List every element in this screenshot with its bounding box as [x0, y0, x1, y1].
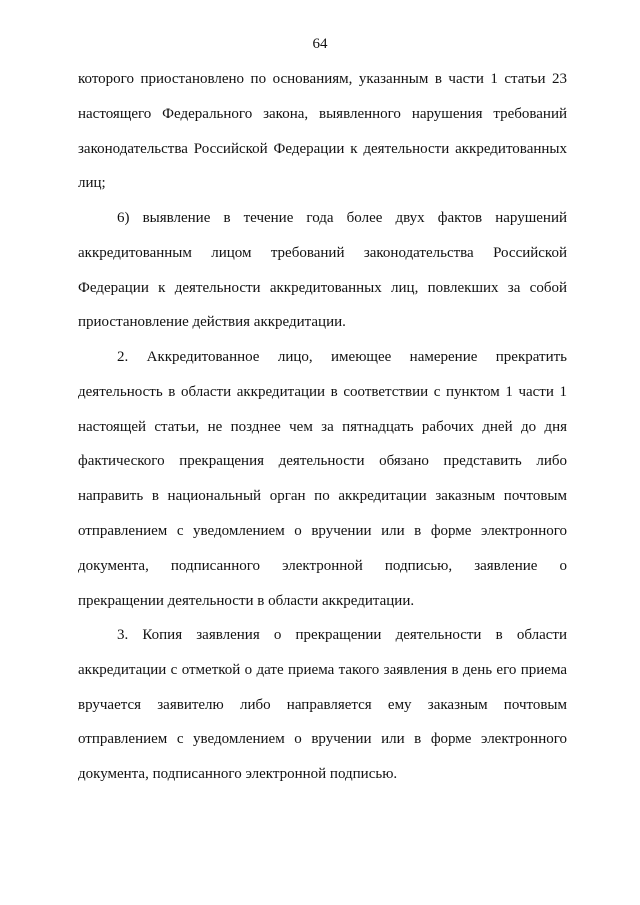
text-line: вручается заявителю либо направляется ему заказным почтовым [78, 696, 567, 713]
text-line: аккредитации с отметкой о дате приема такого заявления в день его приема [78, 661, 567, 678]
text-line: фактического прекращения деятельности обязано представить либо [78, 453, 567, 470]
text-line: документа, подписанного электронной подписью. [78, 766, 398, 783]
text-line: прекращении деятельности в области аккредитации. [78, 592, 415, 609]
text-line: аккредитованным лицом требований законодательства Российской [78, 244, 567, 261]
text-line: отправлением с уведомлением о вручении или в форме электронного [78, 731, 567, 748]
paragraph-item-6 [78, 201, 567, 340]
paragraph-clause-3 [78, 618, 567, 792]
text-line: 6) выявление в течение года более двух фактов нарушений [117, 210, 567, 226]
text-line: 3. Копия заявления о прекращении деятельности в области [117, 627, 567, 643]
text-line: отправлением с уведомлением о вручении или в форме электронного [78, 522, 567, 539]
text-line: настоящей статьи, не позднее чем за пятнадцать рабочих дней до дня [78, 418, 567, 435]
text-line: настоящего Федерального закона, выявленного нарушения требований [78, 105, 567, 122]
text-line: законодательства Российской Федерации к деятельности аккредитованных [78, 140, 567, 157]
text-line: лиц; [78, 175, 106, 192]
paragraph-clause-2 [78, 340, 567, 618]
text-line: Федерации к деятельности аккредитованных лиц, повлекших за собой [78, 279, 567, 296]
text-line: приостановление действия аккредитации. [78, 314, 346, 331]
text-line: деятельность в области аккредитации в соответствии с пунктом 1 части 1 [78, 383, 567, 400]
text-line: которого приостановлено по основаниям, указанным в части 1 статьи 23 [78, 71, 567, 87]
page-number: 64 [312, 36, 328, 52]
paragraph-continuation [78, 62, 567, 201]
text-line: направить в национальный орган по аккредитации заказным почтовым [78, 488, 567, 505]
text-line: документа, подписанного электронной подписью, заявление о [78, 557, 567, 574]
text-line: 2. Аккредитованное лицо, имеющее намерение прекратить [117, 349, 567, 365]
